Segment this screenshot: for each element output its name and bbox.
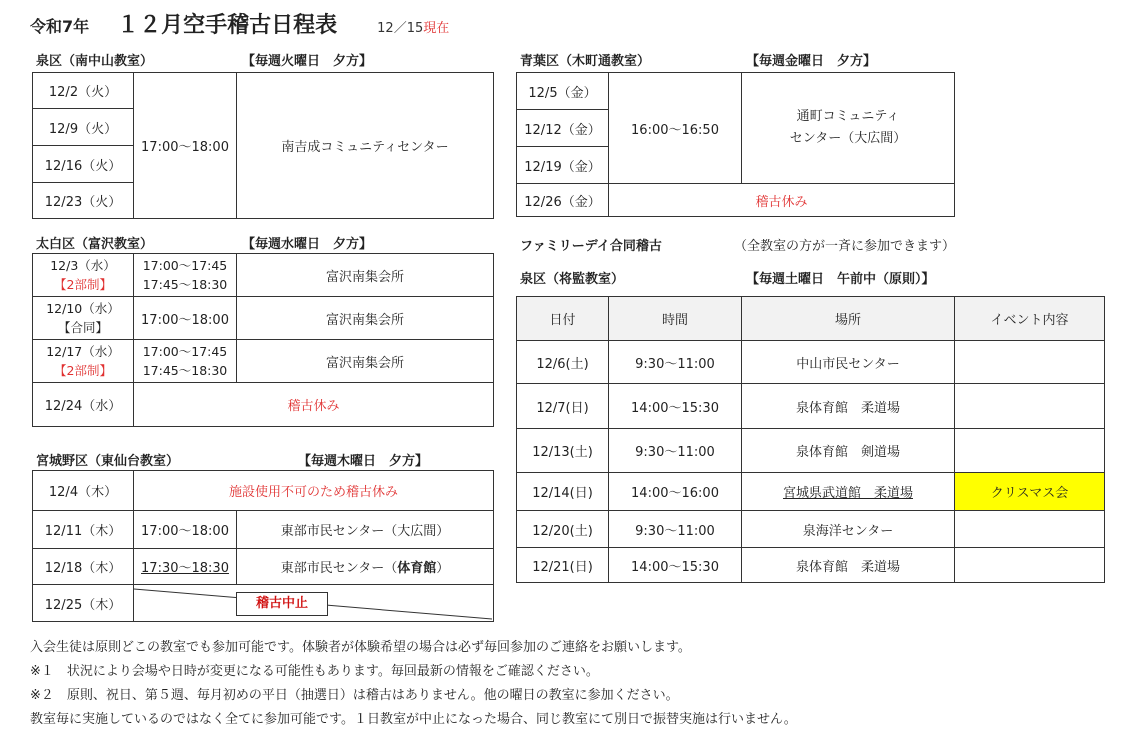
- time-cell: 9:30～11:00: [609, 429, 742, 473]
- event-cell-christmas: クリスマス会: [955, 473, 1105, 511]
- table-row: [33, 511, 494, 549]
- as-of-date-value: 12／15: [377, 21, 424, 36]
- place-cell: 南吉成コミュニティセンター: [237, 73, 494, 219]
- place-part-bold: 体育館: [397, 561, 437, 576]
- date-cell: 12/23（火）: [33, 183, 134, 219]
- date-cell: 12/7(日): [517, 384, 609, 429]
- time-cell: 9:30～11:00: [609, 341, 742, 384]
- date-label: 12/10（水）: [46, 301, 120, 316]
- session-tag: 【合同】: [57, 320, 108, 335]
- table-row: [33, 254, 494, 297]
- session-tag: 【2部制】: [54, 363, 112, 378]
- rest-note: 施設使用不可のため稽古休み: [134, 471, 494, 511]
- header-event: イベント内容: [955, 297, 1105, 341]
- table-row: [517, 184, 955, 217]
- event-cell: [955, 511, 1105, 548]
- event-cell: [955, 341, 1105, 384]
- cancel-badge: 稽古中止: [236, 592, 328, 616]
- place-cell: 泉体育館 柔道場: [742, 548, 955, 583]
- date-label: 12/17（水）: [46, 344, 120, 359]
- izumi-minami-table: [32, 72, 494, 219]
- table-row: [33, 383, 494, 427]
- date-cell: 12/25（木）: [33, 585, 134, 622]
- date-cell: 12/18（木）: [33, 549, 134, 585]
- place-cell: [237, 549, 494, 585]
- table-row: [33, 340, 494, 383]
- aoba-schedule: 【毎週金曜日 夕方】: [746, 54, 877, 69]
- izumi-minami-title: 泉区（南中山教室）: [36, 54, 154, 69]
- rest-note: 稽古休み: [134, 383, 494, 427]
- era-label: 令和7年: [30, 17, 90, 36]
- aoba-table: [516, 72, 955, 217]
- note-line: 入会生徒は原則どこの教室でも参加可能です。体験者が体験希望の場合は必ず毎回参加のご連絡をお願いします。: [30, 640, 691, 655]
- date-cell: [33, 254, 134, 297]
- date-cell: 12/21(日): [517, 548, 609, 583]
- aoba-title: 青葉区（木町通教室）: [520, 54, 651, 69]
- miyagino-schedule: 【毎週木曜日 夕方】: [298, 454, 429, 469]
- date-cell: 12/13(土): [517, 429, 609, 473]
- time-line: 17:00～17:45: [142, 344, 228, 359]
- as-of-label: 現在: [423, 21, 450, 36]
- table-row: [33, 297, 494, 340]
- time-cell: 14:00～15:30: [609, 384, 742, 429]
- table-row: [33, 549, 494, 585]
- table-row: [517, 73, 955, 110]
- family-table: [516, 296, 1105, 583]
- as-of-date: [377, 17, 449, 36]
- date-cell: 12/24（水）: [33, 383, 134, 427]
- table-row: [33, 585, 494, 622]
- shogen-schedule: 【毎週土曜日 午前中（原則）】: [746, 272, 935, 287]
- date-cell: [33, 297, 134, 340]
- cancel-cell: [134, 585, 494, 622]
- place-cell: 中山市民センター: [742, 341, 955, 384]
- date-cell: [33, 340, 134, 383]
- header-place: 場所: [742, 297, 955, 341]
- family-note: （全教室の方が一斉に参加できます）: [734, 239, 956, 254]
- place-cell: 宮城県武道館 柔道場: [742, 473, 955, 511]
- date-cell: 12/19（金）: [517, 147, 609, 184]
- header-time: 時間: [609, 297, 742, 341]
- date-label: 12/3（水）: [50, 258, 116, 273]
- time-line: 17:45～18:30: [142, 277, 228, 292]
- time-cell: 14:00～15:30: [609, 548, 742, 583]
- table-row: [517, 548, 1105, 583]
- time-cell: 14:00～16:00: [609, 473, 742, 511]
- taihaku-table: [32, 253, 494, 427]
- taihaku-schedule: 【毎週水曜日 夕方】: [242, 237, 373, 252]
- time-cell: 17:00～18:00: [134, 73, 237, 219]
- date-cell: 12/6(土): [517, 341, 609, 384]
- place-cell: 東部市民センター（大広間）: [237, 511, 494, 549]
- table-row: [33, 73, 494, 109]
- note-line: 教室毎に実施しているのではなく全てに参加可能です。１日教室が中止になった場合、同じ教室にて別日で振替実施は行いません。: [30, 712, 797, 727]
- note-line: ※２ 原則、祝日、第５週、毎月初めの平日（抽選日）は稽古はありません。他の曜日の教室に参加ください。: [30, 688, 679, 703]
- time-line: 17:00～17:45: [142, 258, 228, 273]
- note-line: ※１ 状況により会場や日時が変更になる可能性もあります。毎回最新の情報をご確認ください。: [30, 664, 599, 679]
- family-title: ファミリーデイ合同稽古: [520, 239, 662, 254]
- place-part: 東部市民センター（: [280, 561, 398, 576]
- time-line: 17:45～18:30: [142, 363, 228, 378]
- table-row: [517, 473, 1105, 511]
- place-cell: 泉体育館 柔道場: [742, 384, 955, 429]
- date-cell: 12/20(土): [517, 511, 609, 548]
- date-cell: 12/16（火）: [33, 146, 134, 183]
- date-cell: 12/2（火）: [33, 73, 134, 109]
- place-cell: 富沢南集会所: [237, 340, 494, 383]
- place-cell: 泉体育館 剣道場: [742, 429, 955, 473]
- table-row: [517, 384, 1105, 429]
- table-header-row: [517, 297, 1105, 341]
- time-cell: [134, 340, 237, 383]
- event-cell: [955, 548, 1105, 583]
- place-cell: [742, 73, 955, 184]
- time-cell: 16:00～16:50: [609, 73, 742, 184]
- time-cell: 17:30～18:30: [134, 549, 237, 585]
- time-cell: 17:00～18:00: [134, 297, 237, 340]
- time-cell: [134, 254, 237, 297]
- date-cell: 12/9（火）: [33, 109, 134, 146]
- time-cell: 9:30～11:00: [609, 511, 742, 548]
- event-cell: [955, 384, 1105, 429]
- event-cell: [955, 429, 1105, 473]
- shogen-title: 泉区（将監教室）: [520, 272, 625, 287]
- date-cell: 12/4（木）: [33, 471, 134, 511]
- date-cell: 12/12（金）: [517, 110, 609, 147]
- page-title: １２月空手稽古日程表: [117, 13, 338, 38]
- miyagino-table: [32, 470, 494, 622]
- date-cell: 12/11（木）: [33, 511, 134, 549]
- miyagino-title: 宮城野区（東仙台教室）: [36, 454, 180, 469]
- izumi-minami-schedule: 【毎週火曜日 夕方】: [242, 54, 373, 69]
- date-cell: 12/14(日): [517, 473, 609, 511]
- table-row: [517, 341, 1105, 384]
- place-line: 通町コミュニティ: [796, 109, 900, 124]
- notes: [30, 636, 797, 732]
- table-row: [33, 471, 494, 511]
- place-cell: 富沢南集会所: [237, 297, 494, 340]
- time-cell: 17:00～18:00: [134, 511, 237, 549]
- title-row: [30, 8, 449, 39]
- table-row: [517, 429, 1105, 473]
- session-tag: 【2部制】: [54, 277, 112, 292]
- header-date: 日付: [517, 297, 609, 341]
- place-cell: 富沢南集会所: [237, 254, 494, 297]
- table-row: [517, 511, 1105, 548]
- rest-note: 稽古休み: [609, 184, 955, 217]
- place-cell: 泉海洋センター: [742, 511, 955, 548]
- date-cell: 12/5（金）: [517, 73, 609, 110]
- place-part: ）: [436, 561, 450, 576]
- date-cell: 12/26（金）: [517, 184, 609, 217]
- taihaku-title: 太白区（富沢教室）: [36, 237, 154, 252]
- place-line: センター（大広間）: [789, 131, 907, 146]
